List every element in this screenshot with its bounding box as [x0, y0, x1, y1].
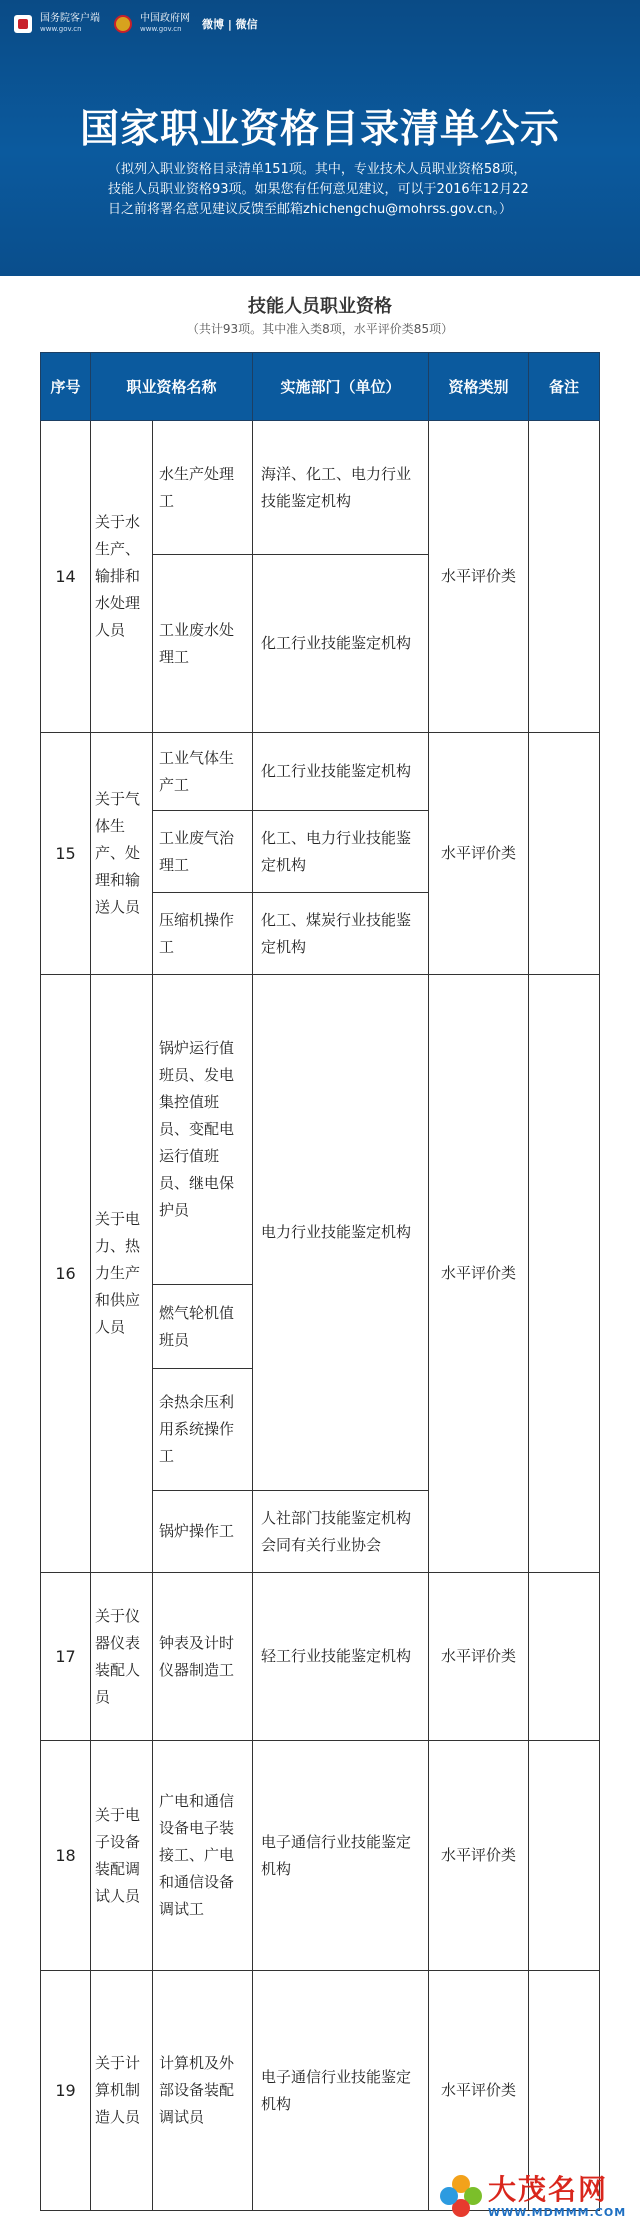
- intro-text: （拟列入职业资格目录清单151项。其中，专业技术人员职业资格58项，技能人员职业资格93项。如果您有任何意见建议，可以于2016年12月22日之前将署名意见建议反馈至邮箱zhichengchu@mohrss.gov.cn。）: [108, 162, 529, 217]
- qualification-name: 工业废气治理工: [153, 811, 253, 893]
- row-number: 17: [41, 1573, 91, 1741]
- implementing-dept: 轻工行业技能鉴定机构: [253, 1573, 429, 1741]
- implementing-dept: 电子通信行业技能鉴定机构: [253, 1741, 429, 1971]
- qualification-name: 工业废水处理工: [153, 555, 253, 733]
- header-name: 职业资格名称: [91, 353, 253, 421]
- row-note: [529, 1741, 600, 1971]
- qualification-table-wrap: [40, 352, 599, 2211]
- top-bar: [14, 14, 258, 34]
- row-number: 19: [41, 1971, 91, 2211]
- row-category: 关于气体生产、处理和输送人员: [91, 733, 153, 975]
- qualification-name: 压缩机操作工: [153, 893, 253, 975]
- implementing-dept: 人社部门技能鉴定机构会同有关行业协会: [253, 1491, 429, 1573]
- qualification-table: [40, 352, 600, 2211]
- qualification-name: 计算机及外部设备装配调试员: [153, 1971, 253, 2211]
- row-number: 16: [41, 975, 91, 1573]
- qualification-name: 燃气轮机值班员: [153, 1285, 253, 1369]
- qualification-type: 水平评价类: [429, 1741, 529, 1971]
- section-note: （共计93项。其中准入类8项，水平评价类85项）: [186, 322, 454, 336]
- qualification-type: 水平评价类: [429, 1573, 529, 1741]
- implementing-dept: 化工行业技能鉴定机构: [253, 733, 429, 811]
- qualification-name: 广电和通信设备电子装接工、广电和通信设备调试工: [153, 1741, 253, 1971]
- brand-gov-client-url: www.gov.cn: [40, 25, 82, 33]
- watermark-name: 大茂名网: [488, 2172, 609, 2206]
- qualification-type: 水平评价类: [429, 1971, 529, 2211]
- qualification-type: 水平评价类: [429, 975, 529, 1573]
- header-no: 序号: [41, 353, 91, 421]
- row-category: 关于电子设备装配调试人员: [91, 1741, 153, 1971]
- table-row: [41, 733, 600, 811]
- table-header-row: [41, 353, 600, 421]
- qualification-name: 钟表及计时仪器制造工: [153, 1573, 253, 1741]
- row-note: [529, 733, 600, 975]
- site-watermark: [440, 2168, 630, 2224]
- table-row: [41, 1573, 600, 1741]
- flower-logo-icon: [440, 2175, 482, 2217]
- table-row: [41, 1741, 600, 1971]
- implementing-dept: 化工、电力行业技能鉴定机构: [253, 811, 429, 893]
- national-emblem-icon: [114, 15, 132, 33]
- row-category: 关于电力、热力生产和供应人员: [91, 975, 153, 1573]
- row-category: 关于仪器仪表装配人员: [91, 1573, 153, 1741]
- page-title: 国家职业资格目录清单公示: [79, 107, 560, 152]
- row-number: 14: [41, 421, 91, 733]
- brand-gov-client-label: 国务院客户端: [40, 13, 100, 24]
- brand-gov-site-label: 中国政府网: [140, 13, 190, 24]
- implementing-dept: 电子通信行业技能鉴定机构: [253, 1971, 429, 2211]
- brand-gov-client: [40, 13, 100, 35]
- table-row: [41, 975, 600, 1285]
- row-note: [529, 1573, 600, 1741]
- row-number: 15: [41, 733, 91, 975]
- implementing-dept: 化工、煤炭行业技能鉴定机构: [253, 893, 429, 975]
- qualification-type: 水平评价类: [429, 421, 529, 733]
- qualification-name: 余热余压利用系统操作工: [153, 1369, 253, 1491]
- qualification-type: 水平评价类: [429, 733, 529, 975]
- header-note: 备注: [529, 353, 600, 421]
- implementing-dept: 化工行业技能鉴定机构: [253, 555, 429, 733]
- implementing-dept: 海洋、化工、电力行业技能鉴定机构: [253, 421, 429, 555]
- header-type: 资格类别: [429, 353, 529, 421]
- row-note: [529, 421, 600, 733]
- qualification-name: 锅炉操作工: [153, 1491, 253, 1573]
- row-category: 关于计算机制造人员: [91, 1971, 153, 2211]
- gov-client-logo-icon: [14, 15, 32, 33]
- qualification-name: 水生产处理工: [153, 421, 253, 555]
- brand-gov-site: [140, 13, 190, 35]
- watermark-text: [488, 2174, 626, 2219]
- table-row: [41, 421, 600, 555]
- implementing-dept: 电力行业技能鉴定机构: [253, 975, 429, 1491]
- qualification-name: 工业气体生产工: [153, 733, 253, 811]
- header-banner: [0, 0, 640, 276]
- row-number: 18: [41, 1741, 91, 1971]
- row-note: [529, 975, 600, 1573]
- social-links: 微博 | 微信: [202, 18, 258, 31]
- qualification-name: 锅炉运行值班员、发电集控值班员、变配电运行值班员、继电保护员: [153, 975, 253, 1285]
- row-category: 关于水生产、输排和水处理人员: [91, 421, 153, 733]
- brand-gov-site-url: www.gov.cn: [140, 25, 182, 33]
- section-title: 技能人员职业资格: [248, 296, 392, 317]
- watermark-url: WWW.MDMMM.COM: [488, 2205, 627, 2219]
- header-dept: 实施部门（单位）: [253, 353, 429, 421]
